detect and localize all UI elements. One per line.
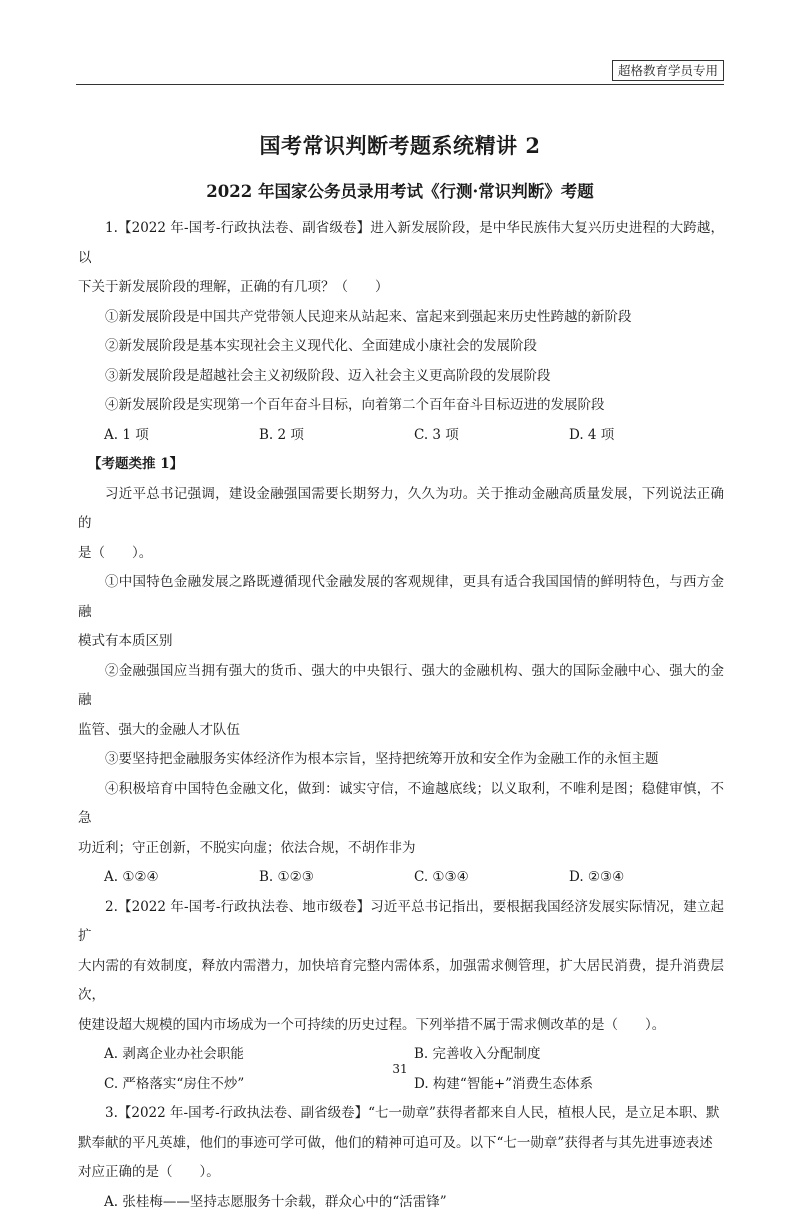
analog-item2-line2: 监管、强大的金融人才队伍: [78, 716, 724, 746]
q1-item-3: ③新发展阶段是超越社会主义初级阶段、迈入社会主义更高阶段的发展阶段: [78, 362, 724, 392]
q2-option-c: C. 严格落实“房住不炒”: [104, 1070, 414, 1100]
page-number: 31: [0, 1062, 800, 1076]
q3-stem-line2: 默奉献的平凡英雄，他们的事迹可学可做，他们的精神可追可及。以下“七一勋章”获得者与其先进事迹表述: [78, 1129, 724, 1159]
q1-item-1: ①新发展阶段是中国共产党带领人民迎来从站起来、富起来到强起来历史性跨越的新阶段: [78, 303, 724, 333]
analog-option-c: C. ①③④: [414, 863, 569, 893]
q1-option-b: B. 2 项: [259, 421, 414, 451]
analog-item1-line1: ①中国特色金融发展之路既遵循现代金融发展的客观规律，更具有适合我国国情的鲜明特色，与西方金融: [78, 568, 724, 627]
analog-stem-line1: 习近平总书记强调，建设金融强国需要长期努力，久久为功。关于推动金融高质量发展，下列说法正确的: [78, 480, 724, 539]
q1-stem-line1: 1.【2022 年-国考-行政执法卷、副省级卷】进入新发展阶段，是中华民族伟大复兴历史进程的大跨越，以: [78, 214, 724, 273]
q2-stem-line3: 使建设超大规模的国内市场成为一个可持续的历史过程。下列举措不属于需求侧改革的是（ ）。: [78, 1011, 724, 1041]
q3-stem-line1: 3.【2022 年-国考-行政执法卷、副省级卷】“七一勋章”获得者都来自人民，植根人民，是立足本职、默: [78, 1099, 724, 1129]
analog-option-d: D. ②③④: [569, 863, 724, 893]
page-subtitle: 2022 年国家公务员录用考试《行测·常识判断》考题: [0, 178, 800, 202]
q2-stem-line1: 2.【2022 年-国考-行政执法卷、地市级卷】习近平总书记指出，要根据我国经济发展实际情况，建立起扩: [78, 893, 724, 952]
q2-option-b: B. 完善收入分配制度: [414, 1040, 724, 1070]
analog-item2-line1: ②金融强国应当拥有强大的货币、强大的中央银行、强大的金融机构、强大的国际金融中心、强大的金融: [78, 657, 724, 716]
q1-option-c: C. 3 项: [414, 421, 569, 451]
analog-item4-line1: ④积极培育中国特色金融文化，做到：诚实守信，不逾越底线；以义取利，不唯利是图；稳健审慎，不急: [78, 775, 724, 834]
analog-option-a: A. ①②④: [104, 863, 259, 893]
student-badge: 超格教育学员专用: [612, 60, 724, 81]
q2-option-a: A. 剥离企业办社会职能: [104, 1040, 414, 1070]
q1-stem-line2: 下关于新发展阶段的理解，正确的有几项？（ ）: [78, 273, 724, 303]
analog-item3: ③要坚持把金融服务实体经济作为根本宗旨，坚持把统筹开放和安全作为金融工作的永恒主题: [78, 745, 724, 775]
q1-options: [78, 421, 724, 451]
analog-option-b: B. ①②③: [259, 863, 414, 893]
q1-option-d: D. 4 项: [569, 421, 724, 451]
q1-option-a: A. 1 项: [104, 421, 259, 451]
q3-options: [78, 1188, 724, 1217]
analog-stem-line2: 是（ ）。: [78, 539, 724, 569]
analog-options: [78, 863, 724, 893]
page-title: 国考常识判断考题系统精讲 2: [0, 130, 800, 160]
q2-option-d: D. 构建“智能+”消费生态体系: [414, 1070, 724, 1100]
q1-item-2: ②新发展阶段是基本实现社会主义现代化、全面建成小康社会的发展阶段: [78, 332, 724, 362]
q3-stem-line3: 对应正确的是（ ）。: [78, 1158, 724, 1188]
q2-stem-line2: 大内需的有效制度，释放内需潜力，加快培育完整内需体系，加强需求侧管理，扩大居民消费，提升消费层次，: [78, 952, 724, 1011]
analog-item4-line2: 功近利；守正创新，不脱实向虚；依法合规，不胡作非为: [78, 834, 724, 864]
analog-heading: 【考题类推 1】: [78, 450, 724, 480]
analog-item1-line2: 模式有本质区别: [78, 627, 724, 657]
q1-item-4: ④新发展阶段是实现第一个百年奋斗目标，向着第二个百年奋斗目标迈进的发展阶段: [78, 391, 724, 421]
q3-option-a: A. 张桂梅——坚持志愿服务十余载，群众心中的“活雷锋”: [104, 1188, 447, 1217]
header-rule: [76, 84, 724, 85]
